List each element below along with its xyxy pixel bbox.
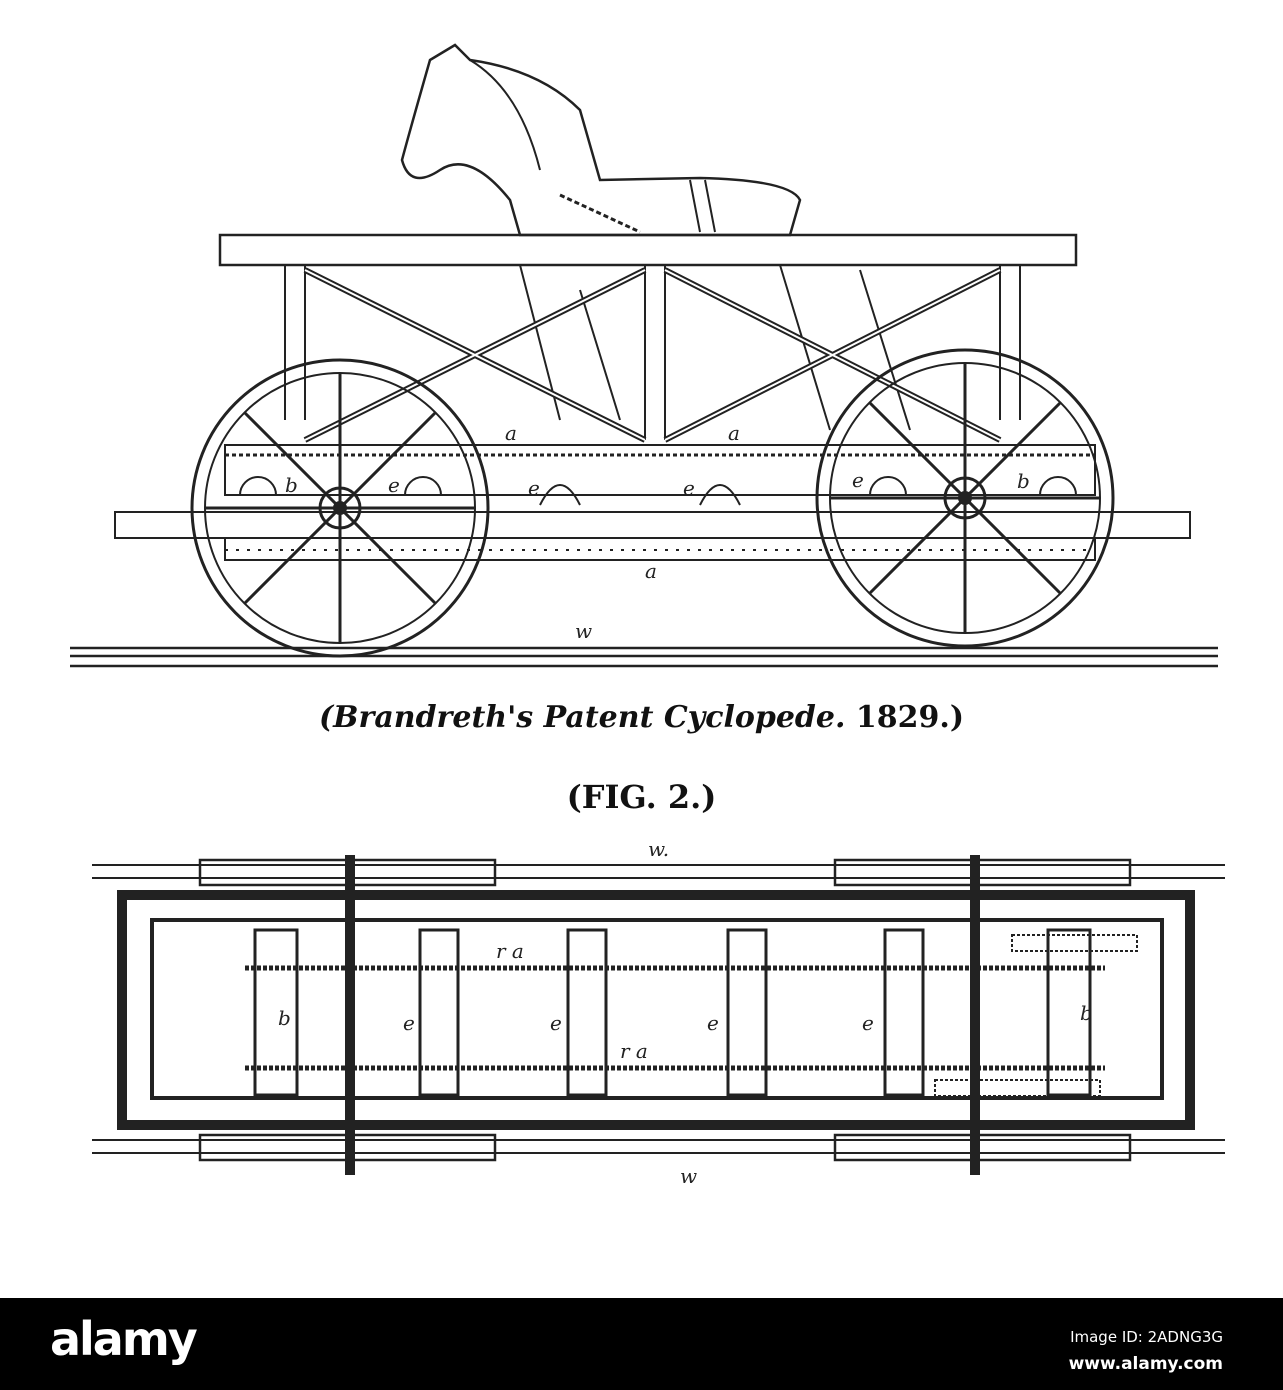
website-link[interactable]: www.alamy.com [1068,1354,1223,1374]
side-view-cyclopede [70,45,1218,666]
figure-2-caption: (FIG. 2.) [566,778,717,816]
label-ra: r a [496,939,524,963]
label-e: e [862,1011,874,1035]
plan-view-fig2 [92,837,1225,1188]
platform-deck [220,235,1076,265]
alamy-logo: alamy [50,1312,196,1366]
figure-caption [0,700,1283,735]
image-id: Image ID: 2ADNG3G [1070,1328,1223,1346]
caption-title: (Brandreth's Patent Cyclopede. [318,700,846,735]
right-wheel [817,350,1113,646]
label-e: e [683,476,695,500]
label-b: b [278,1006,291,1030]
label-e: e [388,473,400,497]
label-ra: r a [620,1039,648,1063]
label-e: e [403,1011,415,1035]
label-e: e [852,468,864,492]
label-e: e [707,1011,719,1035]
label-w: w. [648,837,670,861]
caption-year: 1829.) [855,700,965,735]
label-b: b [1017,469,1030,493]
horse-figure [402,45,800,235]
label-a: a [645,559,657,583]
label-e: e [550,1011,562,1035]
label-a: a [728,421,740,445]
rail [70,648,1218,666]
label-e: e [528,476,540,500]
left-wheel [192,360,488,656]
label-b: b [285,473,298,497]
label-a: a [505,421,517,445]
watermark-footer [0,1298,1283,1390]
label-w: w [680,1164,698,1188]
label-w: w [575,619,593,643]
label-b: b [1080,1001,1093,1025]
